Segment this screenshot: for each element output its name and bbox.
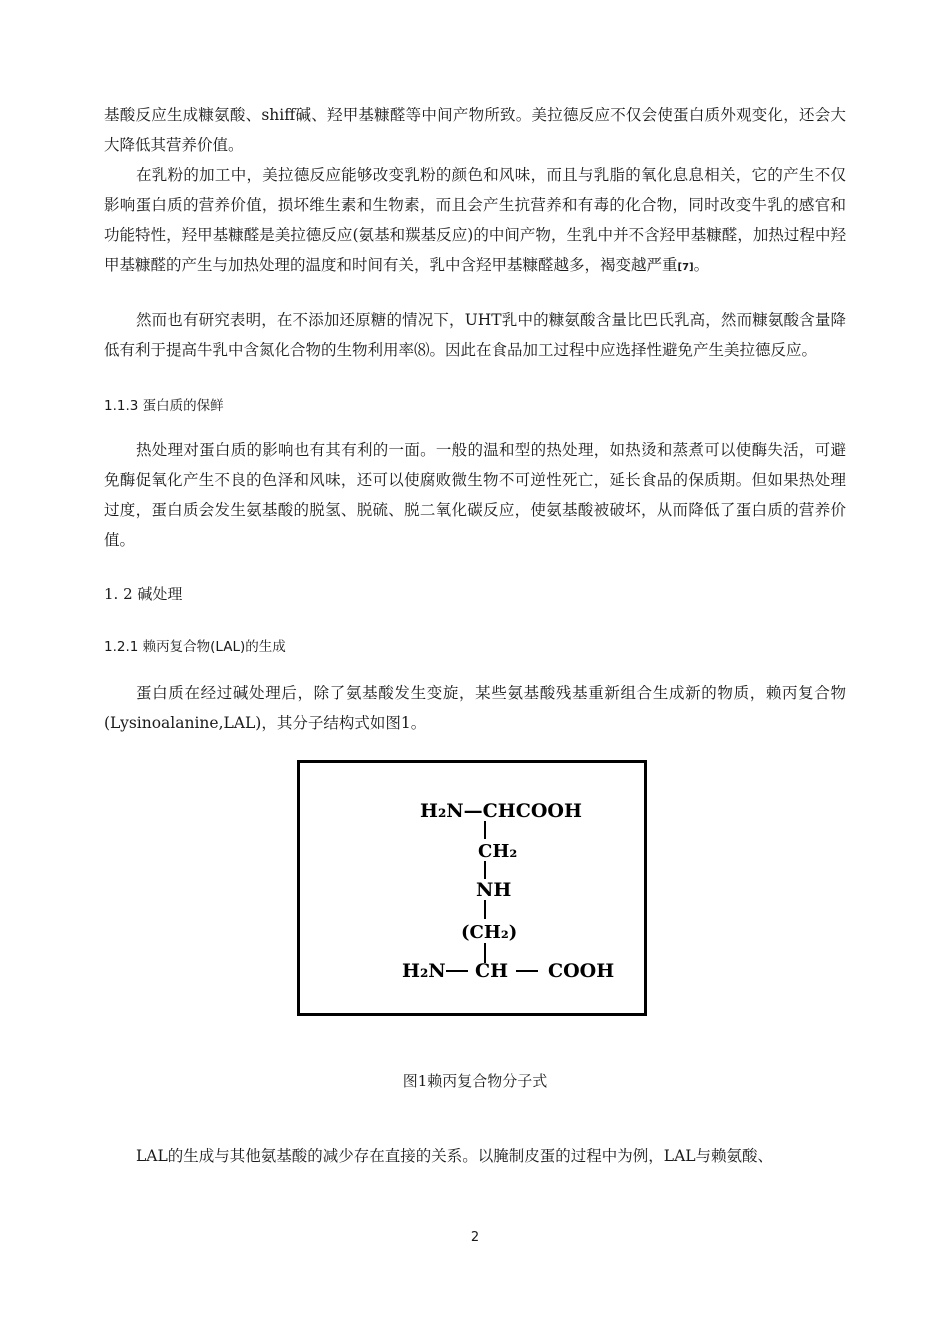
paragraph-end: 。 <box>693 256 710 274</box>
paragraph-uht-furosine: 然而也有研究表明，在不添加还原糖的情况下，UHT乳中的糠氨酸含量比巴氏乳高，然而糠氨酸含量降低有利于提高牛乳中含氮化合物的生物利用率⑻。因此在食品加工过程中应选择性避免产生美拉德反应。 <box>104 311 846 359</box>
formula-line-3: NH <box>476 879 512 901</box>
section-heading-1-2-1: 1.2.1 赖丙复合物(LAL)的生成 <box>104 639 286 655</box>
section-heading-1-1-3: 1.1.3 蛋白质的保鲜 <box>104 398 224 414</box>
formula-line-1: H₂N—CHCOOH <box>420 800 582 822</box>
paragraph-text: 在乳粉的加工中，美拉德反应能够改变乳粉的颜色和风味，而且与乳脂的氧化息息相关，它的产生不仅影响蛋白质的营养价值，损坏维生素和生物素，而且会产生抗营养和有毒的化合物，同时改变牛乳的感官和功能特性，羟甲基糠醛是美拉德反应(氨基和羰基反应)的中间产物，生乳中并不含羟甲基糠醛，加热过程中羟甲基糠醛的产生与加热处理的温度和时间有关，乳中含羟甲基糠醛越多，褐变越严重 <box>104 166 846 274</box>
paragraph-heat-treatment-benefit: 热处理对蛋白质的影响也有其有利的一面。一般的温和型的热处理，如热烫和蒸煮可以使酶失活，可避免酶促氧化产生不良的色泽和风味，还可以使腐败微生物不可逆性死亡，延长食品的保质期。但如果热处理过度，蛋白质会发生氨基酸的脱氢、脱硫、脱二氧化碳反应，使氨基酸被破坏，从而降低了蛋白质的营养价值。 <box>104 441 846 549</box>
citation-7: [7] <box>677 262 694 273</box>
figure-caption: 图1赖丙复合物分子式 <box>402 1072 548 1090</box>
paragraph-milk-powder-maillard <box>104 160 846 283</box>
formula-line-4: (CH₂) <box>461 922 518 943</box>
paragraph-maillard-intermediates: 基酸反应生成糠氨酸、shiff碱、羟甲基糠醛等中间产物所致。美拉德反应不仅会使蛋白质外观变化，还会大大降低其营养价值。 <box>104 106 846 154</box>
figure-lal-structure <box>297 760 647 1016</box>
paragraph-lal-amino-acids: LAL的生成与其他氨基酸的减少存在直接的关系。以腌制皮蛋的过程中为例，LAL与赖氨酸、 <box>136 1147 774 1165</box>
structural-formula <box>300 763 644 1013</box>
page-number: 2 <box>470 1230 480 1245</box>
formula-line-5-right: COOH <box>548 960 615 982</box>
section-heading-1-2: 1. 2 碱处理 <box>104 585 183 603</box>
formula-line-2: CH₂ <box>478 841 518 862</box>
paragraph-lal-formation: 蛋白质在经过碱处理后，除了氨基酸发生变旋，某些氨基酸残基重新组合生成新的物质，赖丙复合物(Lysinoalanine,LAL)，其分子结构式如图1。 <box>104 684 846 732</box>
formula-line-5-mid: CH <box>475 960 509 982</box>
formula-line-5-left: H₂N <box>402 960 446 982</box>
